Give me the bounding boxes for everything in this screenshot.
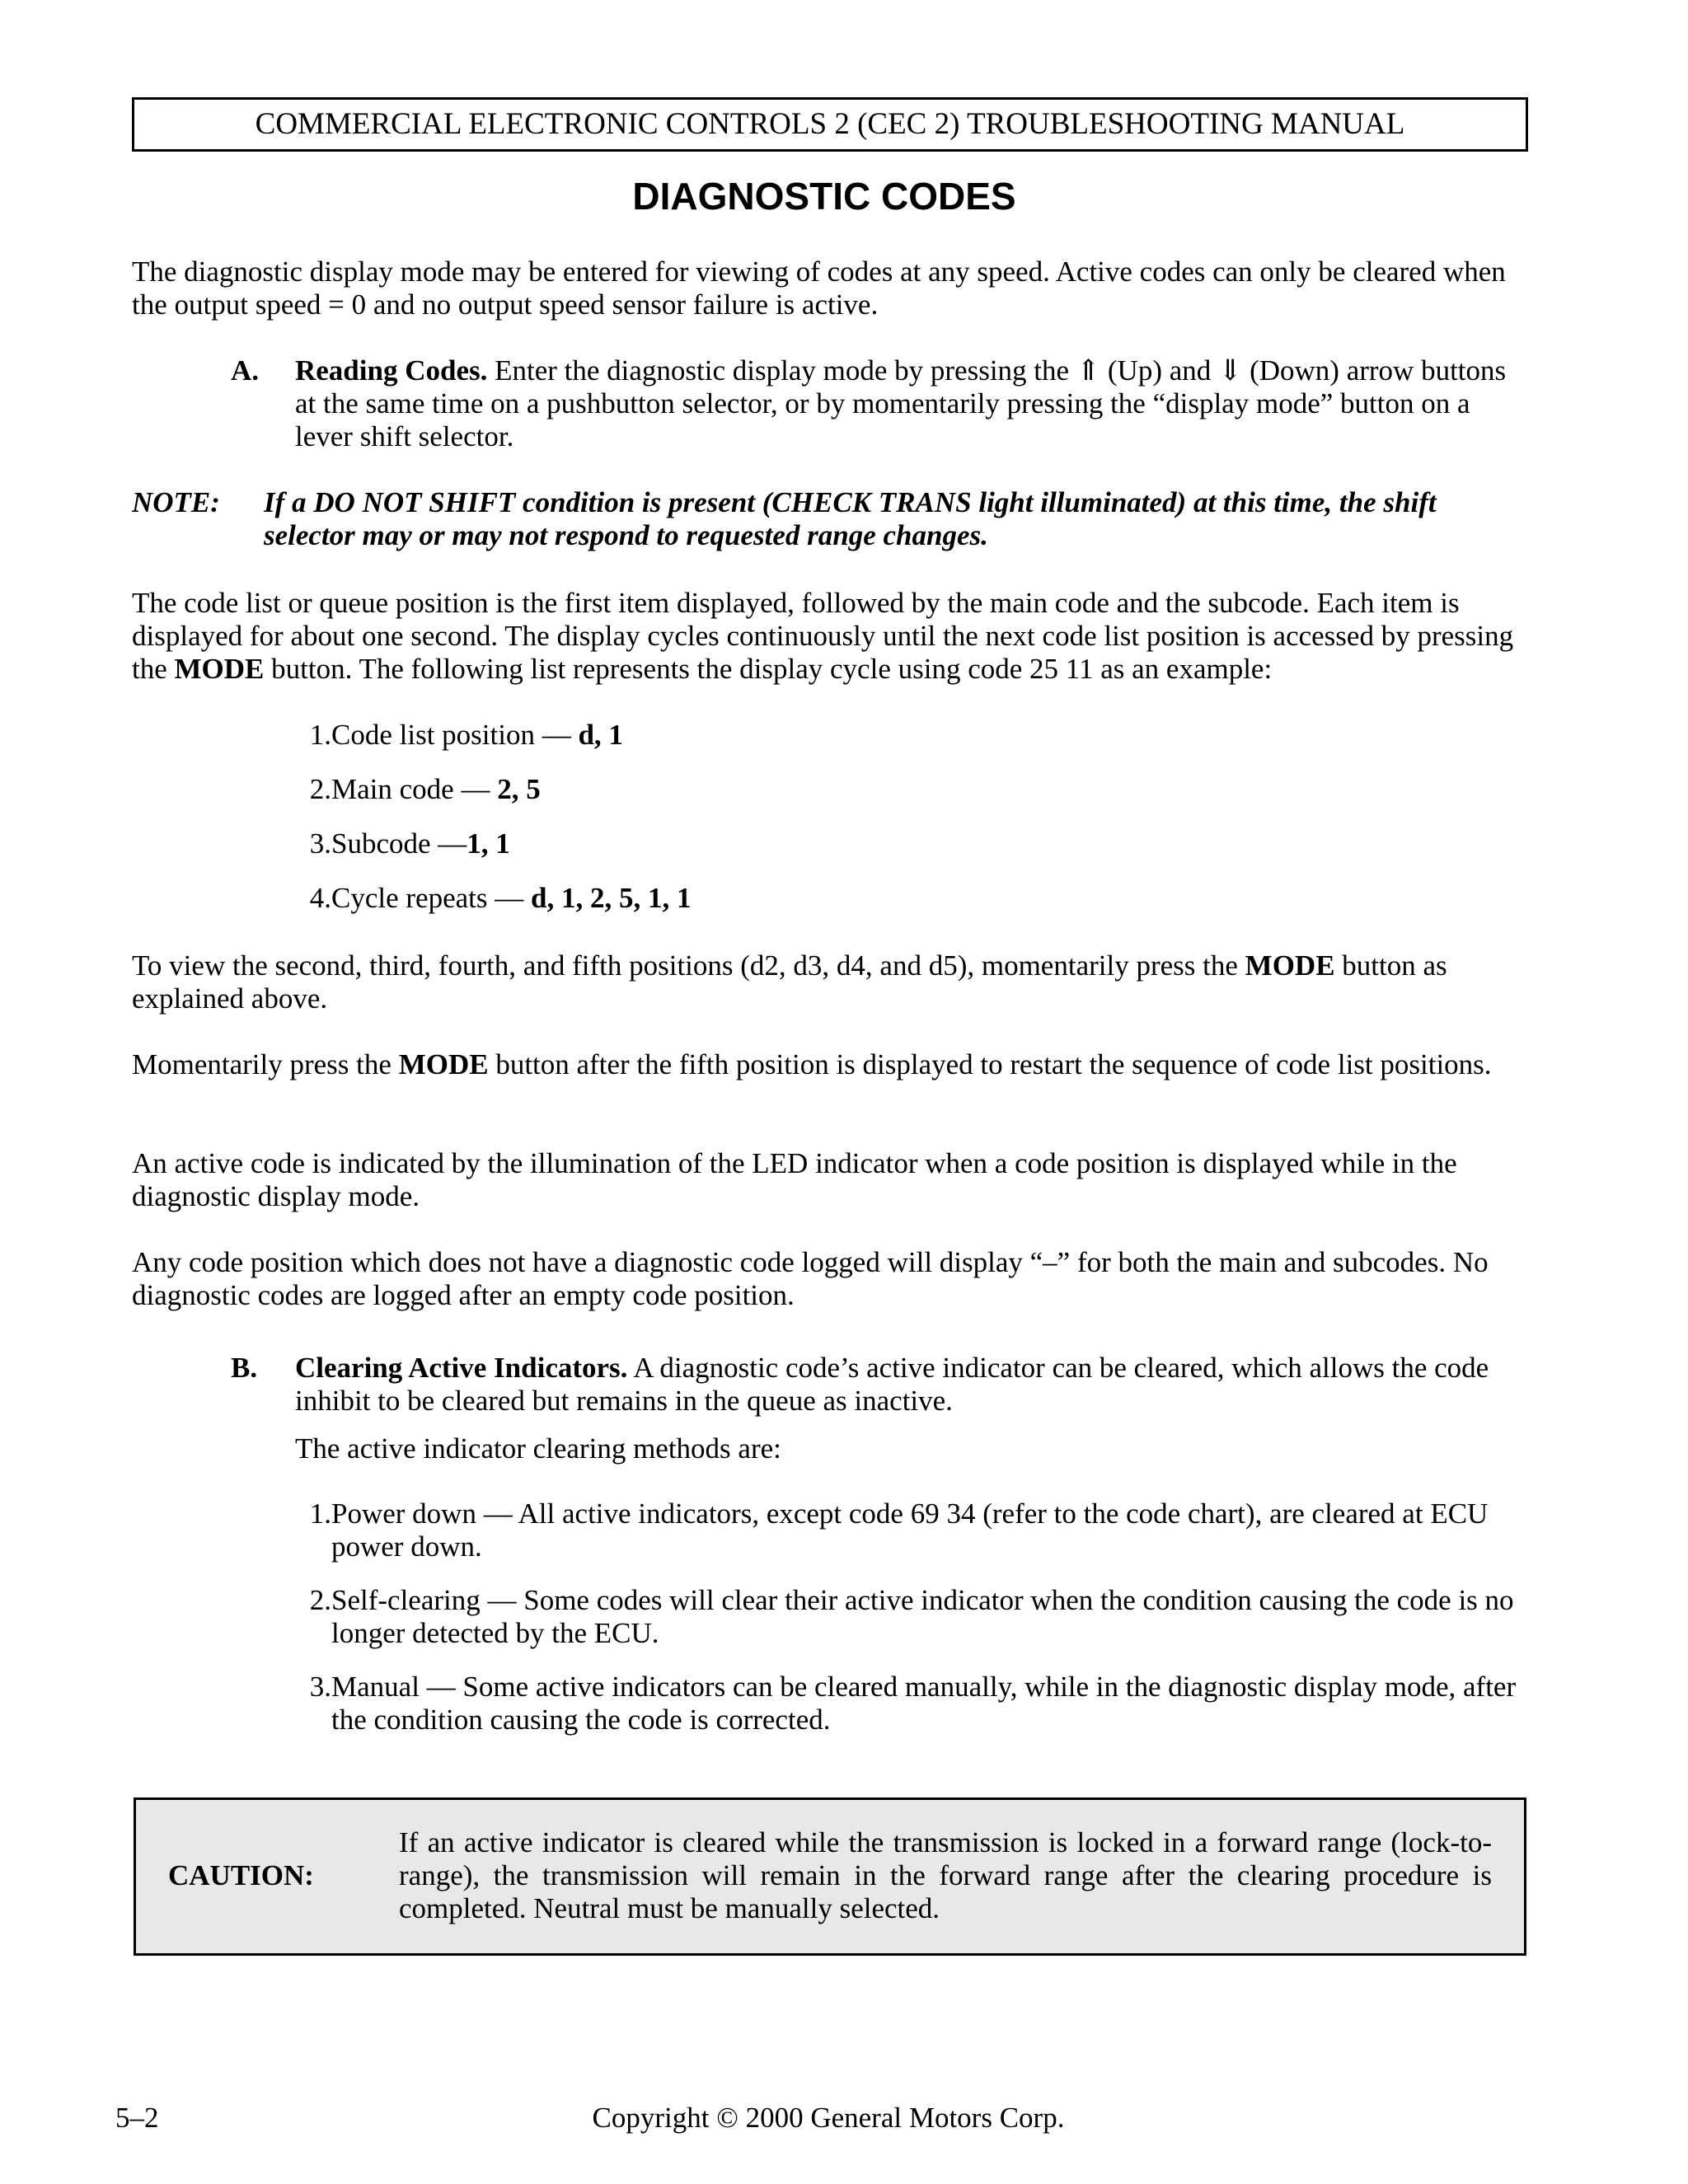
section-b-label: B. — [231, 1352, 258, 1384]
list-item — [331, 773, 1535, 806]
view-text-1: To view the second, third, fourth, and fifth positions (d2, d3, d4, and d5), momentarily press the — [132, 949, 1245, 982]
restart-text-1: Momentarily press the — [132, 1048, 399, 1080]
code-list-paragraph — [132, 587, 1533, 686]
code-list-text-2: button. The following list represents the display cycle using code 25 11 as an example: — [264, 653, 1273, 685]
list-item-label: Cycle repeats — — [331, 882, 531, 914]
restart-paragraph — [132, 1048, 1533, 1081]
caution-text: If an active indicator is cleared while the transmission is locked in a forward range (lock-to-range), the transmission will remain in the forward range after the clearing procedure is completed. Neutral must be manually selected. — [399, 1826, 1492, 1924]
list-item — [331, 719, 1535, 752]
copyright: Copyright © 2000 General Motors Corp. — [592, 2102, 1065, 2134]
list-item-number: 3. — [309, 827, 331, 860]
list-item-label: Main code — — [331, 773, 498, 805]
section-a-paragraph — [295, 354, 1531, 453]
list-item-number: 1. — [309, 719, 331, 751]
section-a-heading: Reading Codes. — [295, 354, 488, 387]
mode-keyword: MODE — [398, 1048, 489, 1080]
list-item-value: 1, 1 — [467, 827, 510, 860]
list-item-value: 2, 5 — [497, 773, 541, 805]
list-item — [331, 827, 1535, 860]
page-title: DIAGNOSTIC CODES — [632, 175, 1016, 218]
note-text: If a DO NOT SHIFT condition is present (CHECK TRANS light illuminated) at this time, the shift selector may or may not respond to requested range changes. — [264, 486, 1437, 551]
list-item-value: d, 1 — [578, 719, 623, 751]
list-item-number: 3. — [309, 1671, 331, 1703]
manual-header — [132, 97, 1528, 152]
mode-keyword: MODE — [174, 653, 265, 685]
list-item-number: 4. — [309, 882, 331, 914]
list-item-number: 2. — [309, 1584, 331, 1616]
restart-text-2: button after the fifth position is displayed to restart the sequence of code list positions. — [488, 1048, 1492, 1080]
list-item: Manual — Some active indicators can be cleared manually, while in the diagnostic display mode, after the condition causing the code is corrected. — [331, 1671, 1517, 1736]
list-item-value: d, 1, 2, 5, 1, 1 — [531, 882, 692, 914]
caution-label: CAUTION: — [168, 1859, 314, 1891]
list-item-number: 2. — [309, 773, 331, 805]
page-number: 5–2 — [115, 2102, 159, 2134]
list-item — [331, 882, 1535, 915]
section-a-label: A. — [231, 354, 260, 387]
mode-keyword: MODE — [1245, 949, 1335, 982]
note-label: NOTE: — [132, 486, 220, 518]
list-item-label: Code list position — — [331, 719, 579, 751]
section-a-text: Enter the diagnostic display mode by pressing the ⇑ (Up) and ⇓ (Down) arrow buttons at the same time on a pushbutton selector, or by momentarily pressing the “display mode” button on a lever shift selector. — [295, 354, 1507, 452]
empty-position-paragraph: Any code position which does not have a diagnostic code logged will display “–” for both the main and subcodes. No diagnostic codes are logged after an empty code position. — [132, 1246, 1489, 1311]
view-text-2: button as explained above. — [132, 949, 1447, 1015]
list-item-label: Subcode — — [331, 827, 467, 860]
section-b-text: A diagnostic code’s active indicator can be cleared, which allows the code inhibit to be cleared but remains in the queue as inactive. — [295, 1352, 1489, 1417]
view-positions-paragraph — [132, 949, 1533, 1015]
section-b-heading: Clearing Active Indicators. — [295, 1352, 628, 1384]
list-item: Power down — All active indicators, except code 69 34 (refer to the code chart), are cleared at ECU power down. — [331, 1497, 1489, 1563]
intro-paragraph: The diagnostic display mode may be entered for viewing of codes at any speed. Active codes can only be cleared when the output speed = 0 and no output speed sensor failure is active. — [132, 255, 1506, 321]
section-b-paragraph — [295, 1352, 1531, 1418]
active-code-paragraph: An active code is indicated by the illumination of the LED indicator when a code position is displayed while in the diagnostic display mode. — [132, 1147, 1457, 1212]
manual-title: COMMERCIAL ELECTRONIC CONTROLS 2 (CEC 2) TROUBLESHOOTING MANUAL — [255, 107, 1405, 141]
methods-intro: The active indicator clearing methods are: — [295, 1432, 781, 1465]
code-list-text-1: The code list or queue position is the first item displayed, followed by the main code and the subcode. Each item is displayed for about one second. The display cycles continuously until the next code list position is accessed by pressing the — [132, 587, 1514, 685]
list-item-number: 1. — [309, 1497, 331, 1530]
list-item: Self-clearing — Some codes will clear their active indicator when the condition causing the code is no longer detected by the ECU. — [331, 1584, 1514, 1649]
